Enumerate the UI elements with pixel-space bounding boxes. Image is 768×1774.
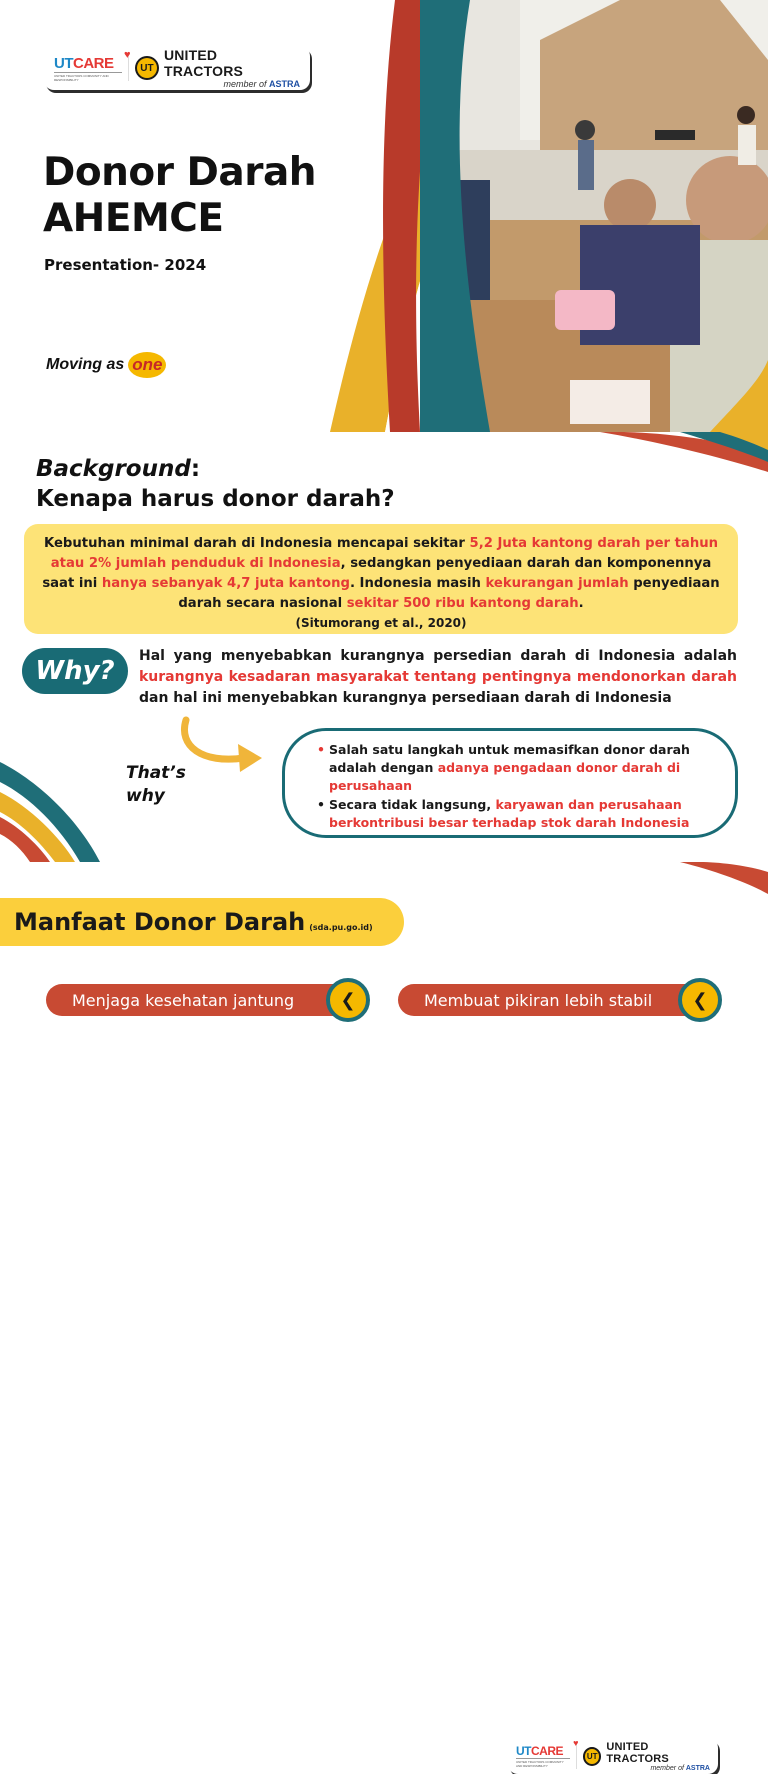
logo-bar <box>44 46 310 90</box>
chevron-left-icon[interactable]: ❮ <box>678 978 722 1022</box>
united-tractors-logo <box>583 1741 710 1772</box>
chevron-left-icon[interactable]: ❮ <box>326 978 370 1022</box>
heart-icon: ♥ <box>573 1738 578 1748</box>
cover-section <box>0 0 768 432</box>
ut-logo-icon: UT <box>135 56 159 80</box>
page-title: Donor Darah AHEMCE <box>43 150 317 241</box>
source-label: (sda.pu.go.id) <box>309 922 373 932</box>
benefits-section <box>0 862 768 1772</box>
brand-name: UNITED TRACTORS <box>163 47 244 79</box>
tagline: Moving as one <box>46 352 166 378</box>
logo-bar <box>508 1738 718 1774</box>
list-item: • Salah satu langkah untuk memasifkan donor darah adalah dengan adanya pengadaan donor darah di perusahaan <box>329 741 709 795</box>
background-section <box>0 432 768 862</box>
citation: (Situmorang et al., 2020) <box>295 616 467 630</box>
member-of-astra: member of ASTRA <box>223 79 300 89</box>
list-item: • Secara tidak langsung, karyawan dan perusahaan berkontribusi besar terhadap stok darah Indonesia <box>329 796 709 832</box>
utcare-logo: UTCARE ♥ UNITED TRACTORS COMMUNITY AND RESPONSIBILITY <box>516 1738 578 1768</box>
fact-box: Kebutuhan minimal darah di Indonesia mencapai sekitar 5,2 Juta kantong darah per tahun atau 2% jumlah penduduk di Indonesia, sedangkan penyediaan darah dan komponennya saat ini hanya sebanyak 4,7 juta kantong. Indonesia masih kekurangan jumlah penyediaan darah secara nasional sekitar 500 ribu kantong darah. (Situmorang et al., 2020) <box>24 524 738 634</box>
utcare-logo: UTCARE ♥ UNITED TRACTORS COMMUNITY AND RESPONSIBILITY <box>54 48 130 82</box>
tagline-highlight: one <box>128 352 166 378</box>
ut-logo-icon: UT <box>583 1747 601 1766</box>
benefits-banner <box>0 898 404 946</box>
curved-arrow-icon <box>172 716 272 776</box>
why-badge: Why? <box>22 648 128 694</box>
brand-name: UNITED TRACTORS <box>606 1740 669 1765</box>
benefit-label: Membuat pikiran lebih stabil <box>424 990 653 1010</box>
section-title: Manfaat Donor Darah <box>14 908 306 936</box>
benefit-label: Menjaga kesehatan jantung <box>72 990 295 1010</box>
united-tractors-logo <box>135 47 300 89</box>
benefit-item-stable-mind[interactable] <box>398 984 712 1016</box>
section-title: Background: Kenapa harus donor darah? <box>36 456 395 512</box>
page-subtitle: Presentation- 2024 <box>44 256 207 274</box>
thats-why-label: That’s why <box>126 763 186 806</box>
blood-donation-photo <box>420 0 768 432</box>
benefit-item-heart-health[interactable] <box>46 984 360 1016</box>
why-paragraph: Hal yang menyebabkan kurangnya persedian darah di Indonesia adalah kurangnya kesadaran masyarakat tentang pentingnya mendonorkan darah dan hal ini menyebabkan kurangnya persediaan darah di Indonesia <box>139 648 737 706</box>
heart-icon: ♥ <box>123 48 130 61</box>
reasons-box <box>282 728 738 838</box>
member-of-astra: member of ASTRA <box>650 1764 710 1772</box>
